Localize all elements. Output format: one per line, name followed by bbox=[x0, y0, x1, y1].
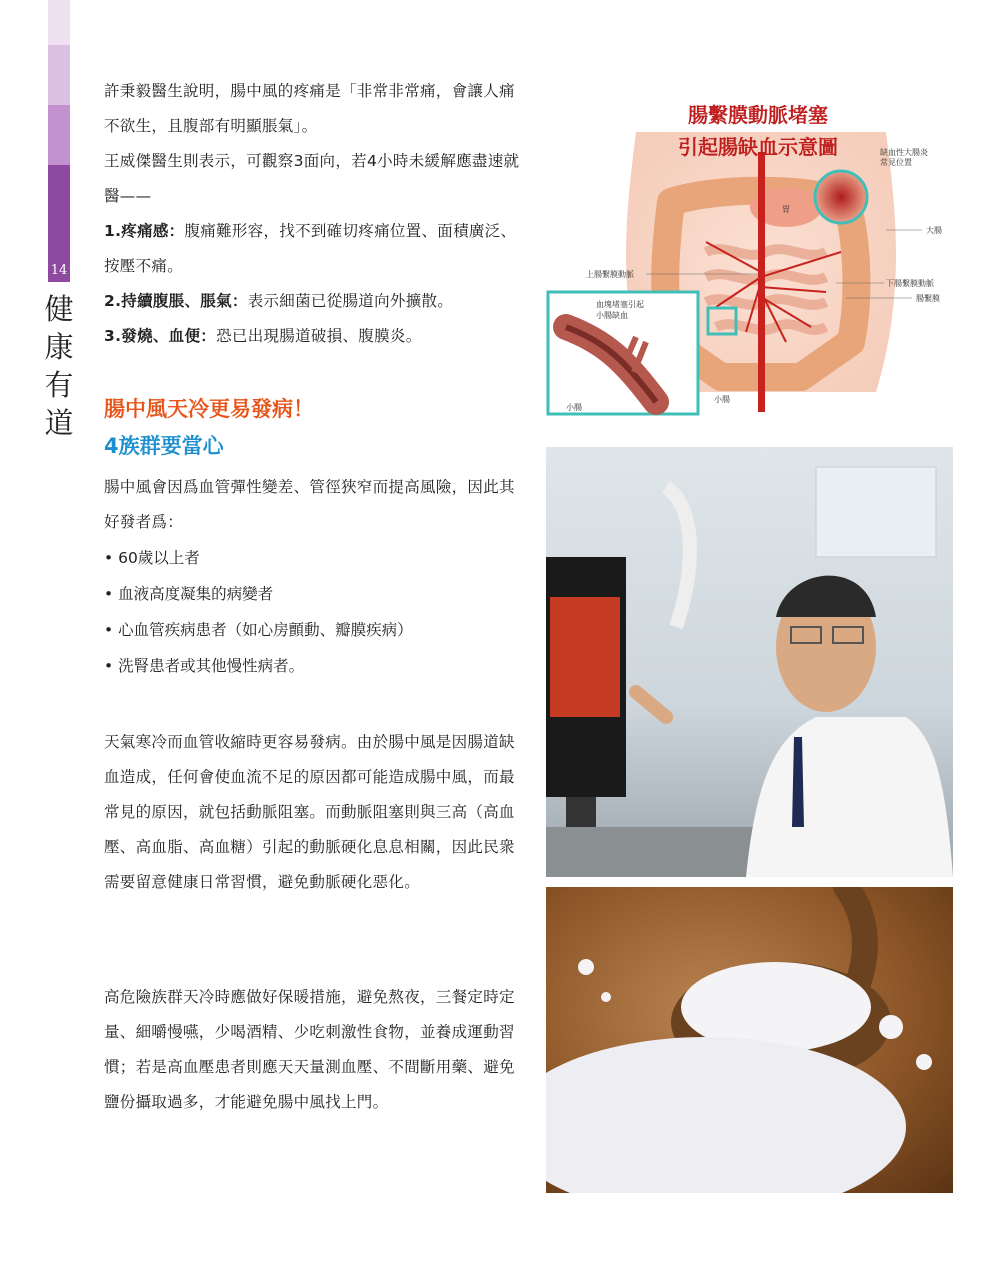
ischemic-region-marker bbox=[815, 171, 867, 223]
sidebar bbox=[0, 0, 74, 1275]
diagram-title-line2: 引起腸缺血示意圖 bbox=[678, 135, 838, 159]
risk-lead: 腸中風會因爲血管彈性變差、管徑狹窄而提高風險，因此其好發者爲： bbox=[104, 478, 515, 531]
section-heading-red: 腸中風天冷更易發病！ bbox=[104, 397, 314, 421]
sidebar-stripe bbox=[48, 105, 70, 165]
pointing-hand bbox=[636, 692, 666, 717]
section-char: 健 bbox=[44, 292, 74, 326]
risk-bullet-text: 洗腎患者或其他慢性病者。 bbox=[118, 657, 305, 675]
white-coat bbox=[746, 717, 953, 877]
risk-bullet: • 血液高度凝集的病變者 bbox=[104, 585, 274, 603]
anatomy-diagram bbox=[546, 92, 956, 417]
salt-grain bbox=[601, 992, 611, 1002]
symptom-text: 腹痛難形容，找不到確切疼痛位置、面積廣泛、按壓不痛。 bbox=[104, 222, 517, 275]
sidebar-stripe bbox=[48, 45, 70, 105]
symptom-number: 3. bbox=[104, 327, 122, 345]
section-char: 道 bbox=[44, 406, 74, 440]
symptom-item bbox=[104, 214, 524, 284]
symptom-number: 2. bbox=[104, 292, 122, 310]
intro-paragraph-1: 許秉毅醫生說明，腸中風的疼痛是「非常非常痛，會讓人痛不欲生，且腹部有明顯脹氣」。 bbox=[104, 82, 515, 135]
label-clot-line1: 血塊堵塞引起 bbox=[596, 300, 644, 309]
sidebar-stripe bbox=[48, 0, 70, 45]
symptom-text: 恐已出現腸道破損、腹膜炎。 bbox=[216, 327, 422, 345]
salt-grain bbox=[916, 1054, 932, 1070]
aorta-shape bbox=[758, 152, 765, 412]
wall-poster bbox=[816, 467, 936, 557]
intro-paragraph-2: 王威傑醫生則表示，可觀察3面向，若4小時未緩解應盡速就醫—— bbox=[104, 152, 520, 205]
symptom-heading: 發燒、血便： bbox=[121, 327, 217, 345]
robot-arm bbox=[666, 487, 690, 627]
symptom-text: 表示細菌已從腸道向外擴散。 bbox=[247, 292, 454, 310]
symptom-number: 1. bbox=[104, 222, 122, 240]
risk-bullet-list bbox=[104, 540, 524, 684]
section-heading-blue: 4族群要當心 bbox=[104, 434, 224, 458]
intro-block bbox=[104, 74, 524, 354]
anatomy-diagram-svg bbox=[546, 92, 956, 417]
salt-grain bbox=[879, 1015, 903, 1039]
sidebar-stripe bbox=[48, 165, 70, 260]
diagram-title-line1: 腸繫膜動脈堵塞 bbox=[688, 103, 828, 127]
label-stomach: 胃 bbox=[782, 205, 790, 214]
salt-spoon-photo bbox=[546, 887, 953, 1193]
risk-bullet-text: 心血管疾病患者（如心房顫動、瓣膜疾病） bbox=[118, 621, 413, 639]
symptom-heading: 持續腹脹、脹氣： bbox=[121, 292, 248, 310]
risk-bullet: • 60歲以上者 bbox=[104, 549, 200, 567]
risk-bullet: • 洗腎患者或其他慢性病者。 bbox=[104, 657, 305, 675]
symptom-item bbox=[104, 319, 524, 354]
symptom-item bbox=[104, 284, 524, 319]
body-paragraph-3: 高危險族群天冷時應做好保暖措施，避免熬夜，三餐定時定量、細嚼慢嚥，少喝酒精、少吃刺激性食物，並養成運動習慣；若是高血壓患者則應天天量測血壓、不間斷用藥、避免鹽份攝取過多，才能避免腸中風找上門。 bbox=[104, 988, 515, 1111]
risk-bullet-text: 血液高度凝集的病變者 bbox=[118, 585, 274, 603]
label-ischemic-line1: 缺血性大腸炎 bbox=[880, 148, 928, 157]
salt-spoon-illustration bbox=[546, 887, 953, 1193]
page-number: 14 bbox=[48, 260, 70, 282]
salt-grain bbox=[578, 959, 594, 975]
risk-bullet-text: 60歲以上者 bbox=[118, 549, 200, 567]
label-large-intestine: 大腸 bbox=[926, 226, 942, 235]
label-small-intestine: 小腸 bbox=[714, 395, 730, 404]
doctor-photo bbox=[546, 447, 953, 877]
section-title bbox=[44, 290, 74, 442]
doctor-photo-illustration bbox=[546, 447, 953, 877]
label-ima: 下腸繫膜動脈 bbox=[886, 279, 934, 288]
label-clot-line2: 小腸缺血 bbox=[596, 311, 628, 320]
label-mesentery: 腸繫膜 bbox=[916, 294, 940, 303]
body-paragraph-2: 天氣寒冷而血管收縮時更容易發病。由於腸中風是因腸道缺血造成，任何會使血流不足的原因都可能造成腸中風，而最常見的原因，就包括動脈阻塞。而動脈阻塞則與三高（高血壓、高血脂、高血糖）引起的動脈硬化息息相關，因此民衆需要留意健康日常習慣，避免動脈硬化惡化。 bbox=[104, 733, 515, 891]
section-char: 有 bbox=[44, 368, 74, 402]
label-ischemic-line2: 常見位置 bbox=[880, 158, 912, 167]
label-small-intestine-inset: 小腸 bbox=[566, 403, 582, 412]
label-sma: 上腸繫膜動脈 bbox=[586, 270, 634, 279]
section-char: 康 bbox=[44, 330, 74, 364]
doctor-hair bbox=[776, 576, 876, 617]
symptom-heading: 疼痛感： bbox=[121, 222, 185, 240]
monitor-screen bbox=[550, 597, 620, 717]
necktie bbox=[792, 737, 804, 827]
risk-bullet: • 心血管疾病患者（如心房顫動、瓣膜疾病） bbox=[104, 621, 413, 639]
desk bbox=[546, 827, 766, 877]
